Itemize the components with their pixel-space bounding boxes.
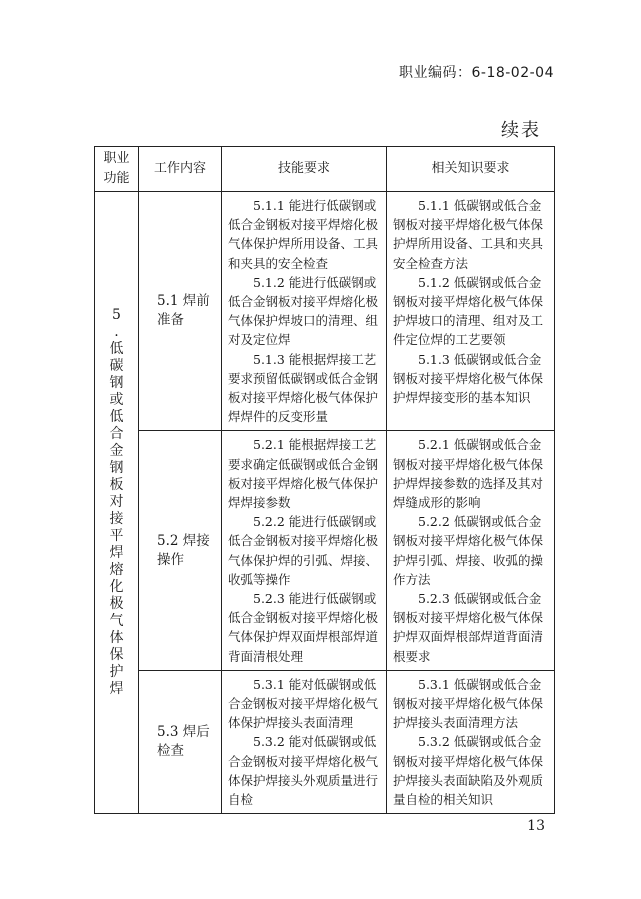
table-row [95,192,555,431]
table-row [95,670,555,813]
knowledge-item: 5.1.3 低碳钢或低合金钢板对接平焊熔化极气体保护焊焊接变形的基本知识 [393,351,544,406]
content-cell: 5.3 焊后检查 [139,670,222,813]
header-function: 职业功能 [95,147,139,192]
header-skills: 技能要求 [222,147,387,192]
knowledge-item: 5.1.1 低碳钢或低合金钢板对接平焊熔化极气体保护焊所用设备、工具和夹具安全检查方法 [393,198,544,271]
knowledge-item: 5.2.1 低碳钢或低合金钢板对接平焊熔化极气体保护焊焊接参数的选择及其对焊缝成形的影响 [393,437,544,511]
skills-table [94,146,555,814]
skill-item: 5.1.2 能进行低碳钢或低合金钢板对接平焊熔化极气体保护焊坡口的清理、组对及定位焊 [228,274,379,348]
knowledge-item: 5.1.2 低碳钢或低合金钢板对接平焊熔化极气体保护焊坡口的清理、组对及工件定位焊的工艺要领 [393,274,544,348]
skill-item: 5.2.2 能进行低碳钢或低合金钢板对接平焊熔化极气体保护焊的引弧、焊接、收弧等操作 [228,514,379,587]
skills-cell [222,670,387,813]
function-label: 5 . 低 碳 钢 或 低 合 金 钢 板 对 接 平 焊 熔 化 极 气 体 保 护 焊 [109,307,124,698]
skill-item: 5.1.1 能进行低碳钢或低合金钢板对接平焊熔化极气体保护焊所用设备、工具和夹具的安全检查 [228,198,379,271]
content-cell: 5.2 焊接操作 [139,431,222,670]
function-cell [95,192,139,814]
header-content: 工作内容 [139,147,222,192]
skill-item: 5.1.3 能根据焊接工艺要求预留低碳钢或低合金钢板对接平焊熔化极气体保护焊焊件的反变形量 [228,351,379,425]
skill-item: 5.3.2 能对低碳钢或低合金钢板对接平焊熔化极气体保护焊接头外观质量进行自检 [228,734,379,808]
table-header-row [95,147,555,192]
occupation-code: 职业编码：6-18-02-04 [398,65,554,81]
knowledge-cell [387,431,555,670]
skill-item: 5.2.3 能进行低碳钢或低合金钢板对接平焊熔化极气体保护焊双面焊根部焊道背面清根处理 [228,591,379,664]
header-knowledge: 相关知识要求 [387,147,555,192]
table-row [95,431,555,670]
knowledge-item: 5.2.3 低碳钢或低合金钢板对接平焊熔化极气体保护焊双面焊根部焊道背面清根要求 [393,591,544,664]
skill-item: 5.2.1 能根据焊接工艺要求确定低碳钢或低合金钢板对接平焊熔化极气体保护焊焊接参数 [228,437,379,511]
skills-cell [222,431,387,670]
content-cell: 5.1 焊前准备 [139,192,222,431]
knowledge-item: 5.3.2 低碳钢或低合金钢板对接平焊熔化极气体保护焊接头表面缺陷及外观质量自检的相关知识 [393,734,544,808]
skill-item: 5.3.1 能对低碳钢或低合金钢板对接平焊熔化极气体保护焊接头表面清理 [228,676,379,731]
continued-label: 续表 [501,120,541,141]
knowledge-item: 5.3.1 低碳钢或低合金钢板对接平焊熔化极气体保护焊接头表面清理方法 [393,676,544,731]
knowledge-cell [387,670,555,813]
knowledge-item: 5.2.2 低碳钢或低合金钢板对接平焊熔化极气体保护焊引弧、焊接、收弧的操作方法 [393,514,544,587]
skills-cell [222,192,387,431]
page-number: 13 [527,818,545,834]
knowledge-cell [387,192,555,431]
